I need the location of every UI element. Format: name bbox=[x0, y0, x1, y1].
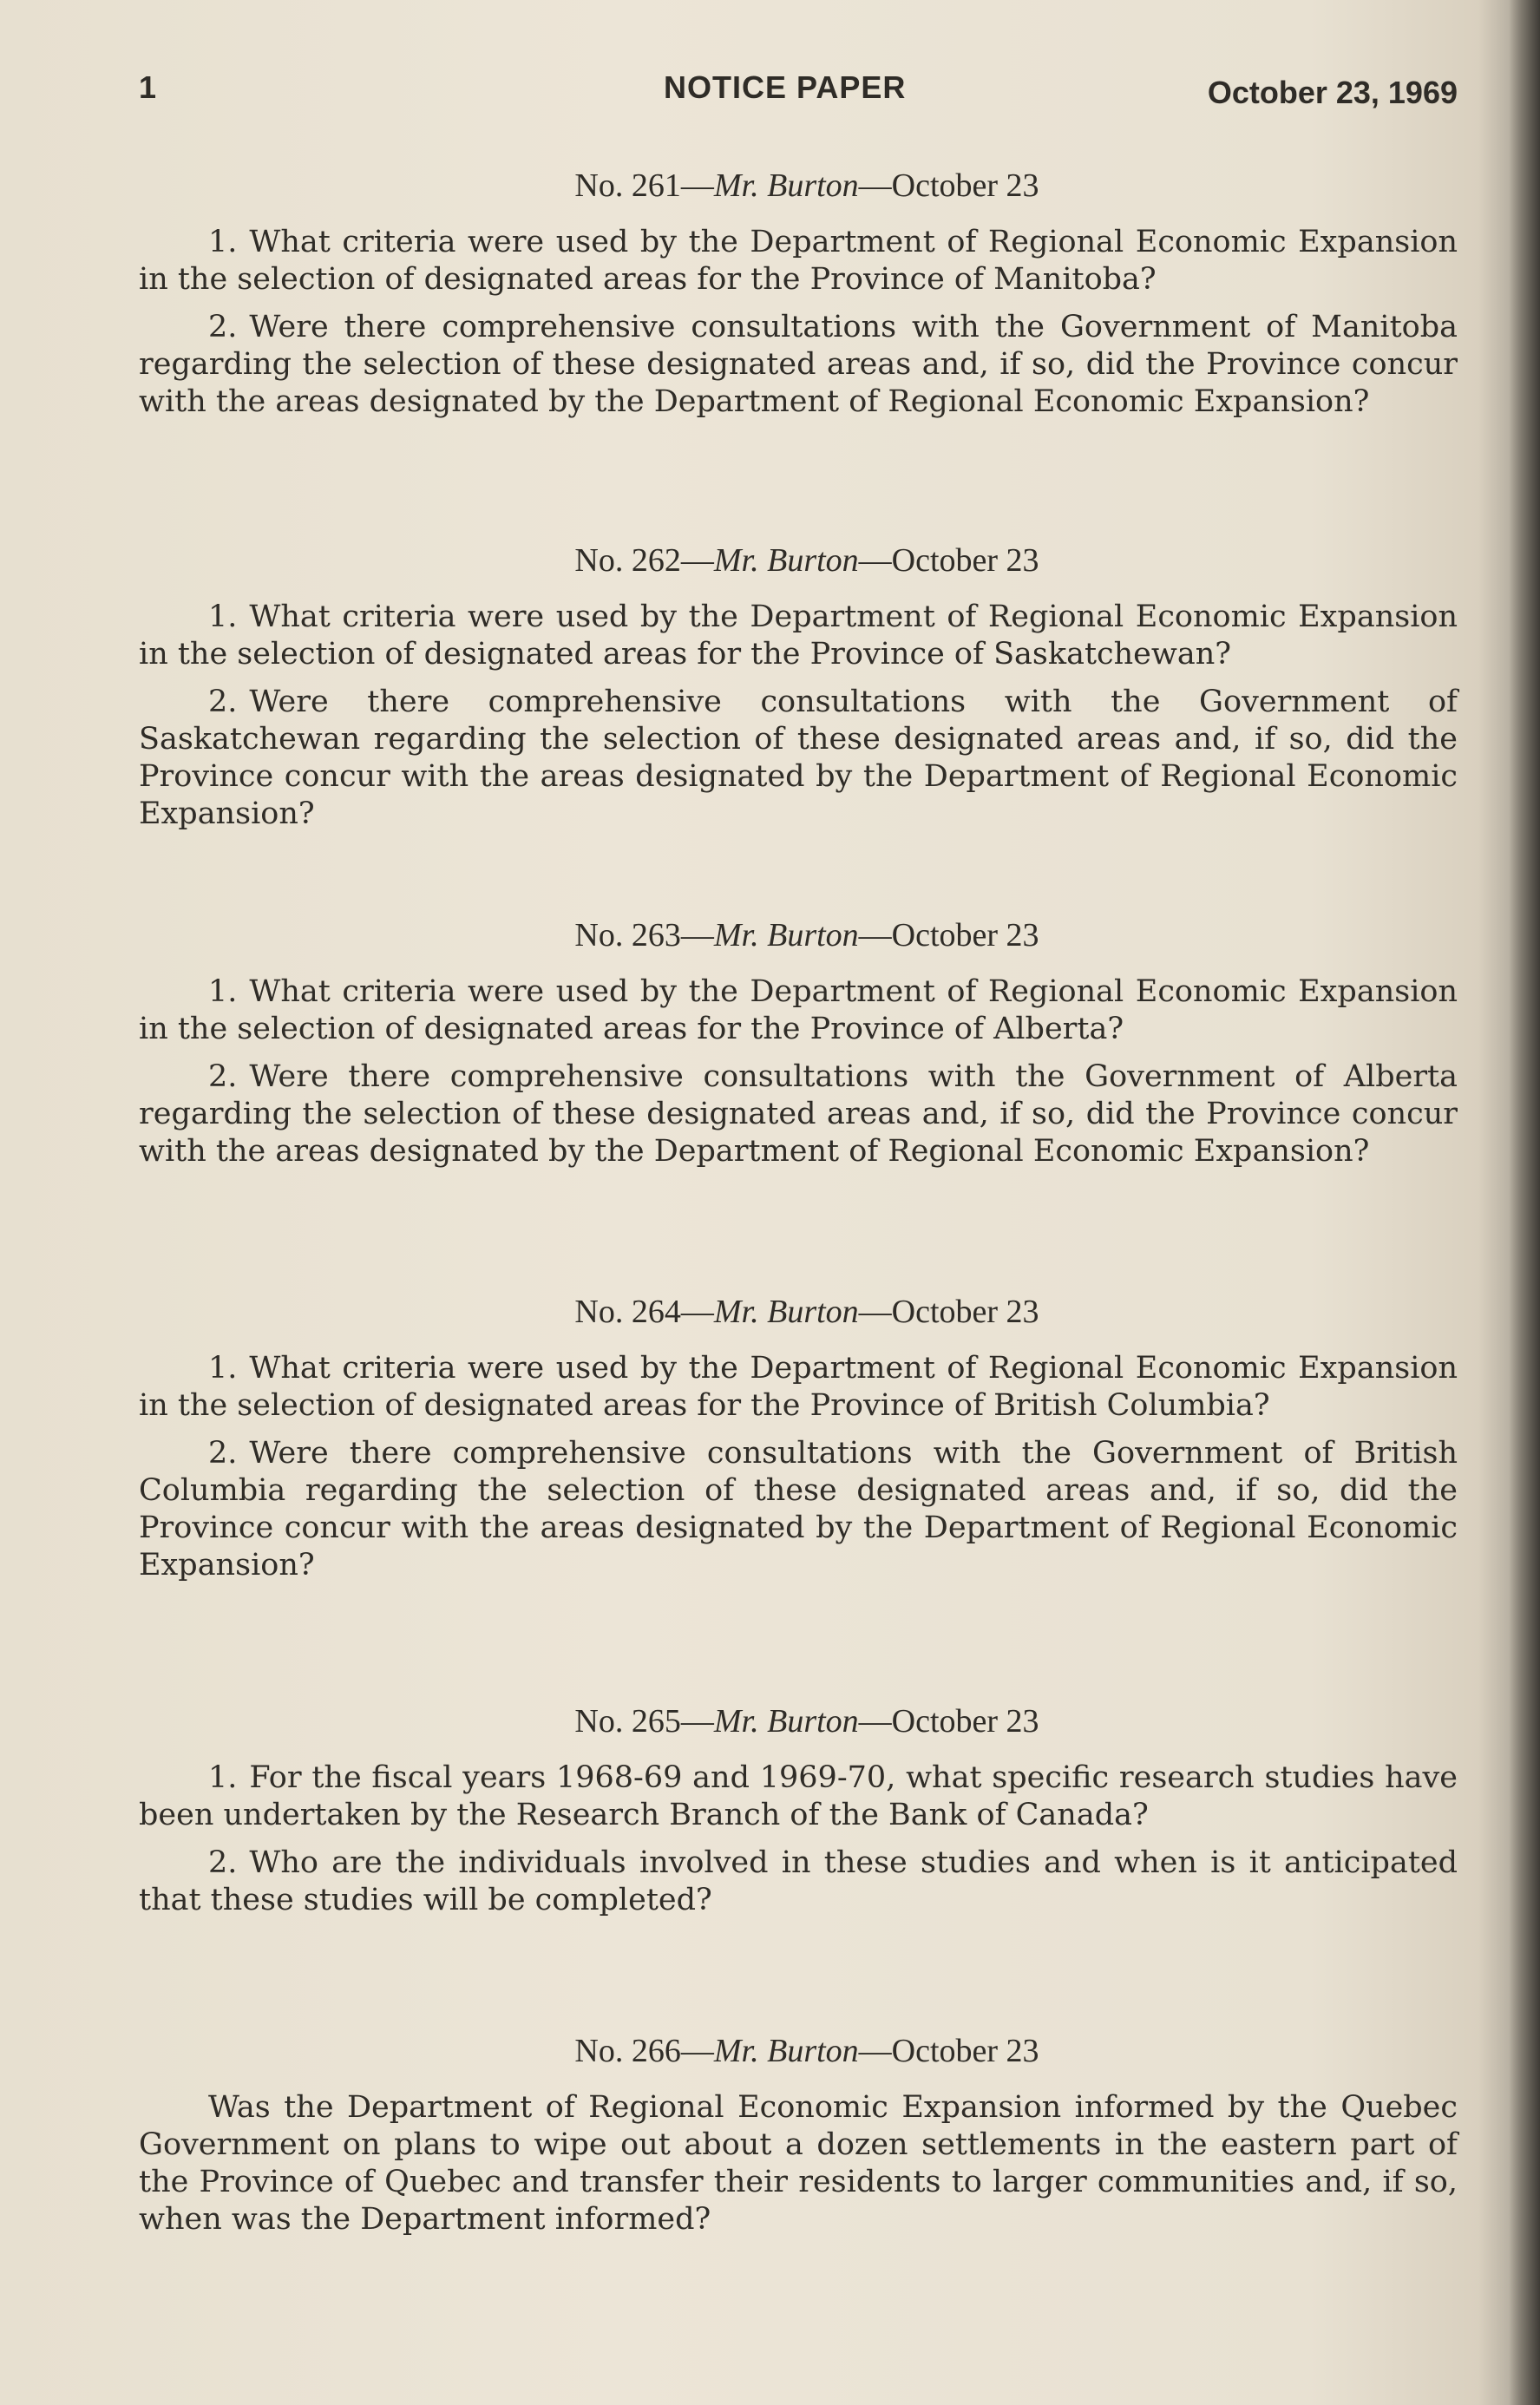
question-264 bbox=[139, 1293, 1458, 1595]
question-266 bbox=[139, 2032, 1458, 2249]
question-date: October 23 bbox=[891, 917, 1039, 953]
question-heading: No. 263—Mr. Burton—October 23 bbox=[574, 917, 1039, 953]
paragraph-number: 2. bbox=[208, 310, 238, 344]
question-paragraph bbox=[139, 973, 1458, 1048]
document-title: NOTICE PAPER bbox=[664, 69, 907, 105]
question-heading: No. 266—Mr. Burton—October 23 bbox=[574, 2033, 1039, 2069]
question-number: No. 261 bbox=[574, 167, 681, 204]
question-262 bbox=[139, 541, 1458, 843]
question-paragraph bbox=[139, 1760, 1458, 1834]
page-header bbox=[139, 69, 1458, 121]
question-heading: No. 264—Mr. Burton—October 23 bbox=[574, 1294, 1039, 1330]
question-paragraph bbox=[139, 684, 1458, 833]
question-paragraph bbox=[139, 1350, 1458, 1425]
question-date: October 23 bbox=[891, 542, 1039, 579]
question-number: No. 266 bbox=[574, 2033, 681, 2069]
question-number: No. 262 bbox=[574, 542, 681, 579]
question-member: Mr. Burton bbox=[713, 2033, 859, 2069]
question-paragraph bbox=[139, 1845, 1458, 1919]
paragraph-number: 2. bbox=[208, 685, 238, 719]
question-member: Mr. Burton bbox=[713, 1294, 859, 1330]
paragraph-text: Was the Department of Regional Economic Expansion informed by the Quebec Government on plans to wipe out about a dozen settlements in the eastern part of the Province of Quebec and transfer their residents to larger communities and, if so, when was the Department informed? bbox=[139, 2090, 1458, 2237]
question-member: Mr. Burton bbox=[713, 542, 859, 579]
question-date: October 23 bbox=[891, 1703, 1039, 1740]
question-date: October 23 bbox=[891, 167, 1039, 204]
question-member: Mr. Burton bbox=[713, 167, 859, 204]
question-member: Mr. Burton bbox=[713, 917, 859, 953]
question-heading: No. 261—Mr. Burton—October 23 bbox=[574, 167, 1039, 204]
question-paragraph bbox=[139, 309, 1458, 421]
question-number: No. 263 bbox=[574, 917, 681, 953]
question-heading: No. 262—Mr. Burton—October 23 bbox=[574, 542, 1039, 579]
question-paragraph bbox=[139, 2089, 1458, 2238]
paragraph-text: Were there comprehensive consultations with the Government of British Columbia regarding the selection of these designated areas and, if so, did the Province concur with the areas designated by the Department of Regional Economic Expansion? bbox=[139, 1436, 1458, 1583]
paragraph-text: What criteria were used by the Department of Regional Economic Expansion in the selection of designated areas for the Province of Manitoba? bbox=[139, 225, 1458, 297]
paragraph-number: 2. bbox=[208, 1059, 238, 1094]
paragraph-text: Were there comprehensive consultations with the Government of Saskatchewan regarding the selection of these designated areas and, if so, did the Province concur with the areas designated by the Department of Regional Economic Expansion? bbox=[139, 685, 1458, 831]
header-date: October 23, 1969 bbox=[1207, 75, 1458, 110]
paragraph-text: What criteria were used by the Department of Regional Economic Expansion in the selection of designated areas for the Province of Alberta? bbox=[139, 974, 1458, 1046]
paragraph-text: What criteria were used by the Department of Regional Economic Expansion in the selection of designated areas for the Province of British Columbia? bbox=[139, 1351, 1458, 1423]
paragraph-number: 1. bbox=[208, 974, 238, 1009]
paragraph-number: 1. bbox=[208, 1351, 238, 1386]
paragraph-text: For the fiscal years 1968-69 and 1969-70, what specific research studies have been undertaken by the Research Branch of the Bank of Canada? bbox=[139, 1760, 1458, 1832]
paragraph-text: What criteria were used by the Department of Regional Economic Expansion in the selection of designated areas for the Province of Saskatchewan? bbox=[139, 600, 1458, 672]
question-date: October 23 bbox=[891, 2033, 1039, 2069]
question-number: No. 264 bbox=[574, 1294, 681, 1330]
paragraph-number: 2. bbox=[208, 1845, 238, 1880]
paragraph-number: 2. bbox=[208, 1436, 238, 1471]
question-member: Mr. Burton bbox=[713, 1703, 859, 1740]
paragraph-text: Were there comprehensive consultations with the Government of Manitoba regarding the selection of these designated areas and, if so, did the Province concur with the areas designated by the Department of Regional Economic Expansion? bbox=[139, 310, 1458, 419]
question-paragraph bbox=[139, 224, 1458, 298]
question-265 bbox=[139, 1702, 1458, 1930]
question-date: October 23 bbox=[891, 1294, 1039, 1330]
question-number: No. 265 bbox=[574, 1703, 681, 1740]
question-261 bbox=[139, 167, 1458, 431]
question-263 bbox=[139, 916, 1458, 1181]
paragraph-number: 1. bbox=[208, 600, 238, 634]
question-paragraph bbox=[139, 599, 1458, 673]
paragraph-text: Who are the individuals involved in these studies and when is it anticipated that these studies will be completed? bbox=[139, 1845, 1458, 1917]
question-paragraph bbox=[139, 1435, 1458, 1584]
paragraph-text: Were there comprehensive consultations with the Government of Alberta regarding the selection of these designated areas and, if so, did the Province concur with the areas designated by the Department of Regional Economic Expansion? bbox=[139, 1059, 1458, 1169]
question-heading: No. 265—Mr. Burton—October 23 bbox=[574, 1703, 1039, 1740]
question-paragraph bbox=[139, 1058, 1458, 1170]
paragraph-number: 1. bbox=[208, 225, 238, 259]
page-number: 1 bbox=[139, 69, 157, 105]
binding-spine-shadow bbox=[1509, 0, 1540, 2405]
paragraph-number: 1. bbox=[208, 1760, 238, 1795]
